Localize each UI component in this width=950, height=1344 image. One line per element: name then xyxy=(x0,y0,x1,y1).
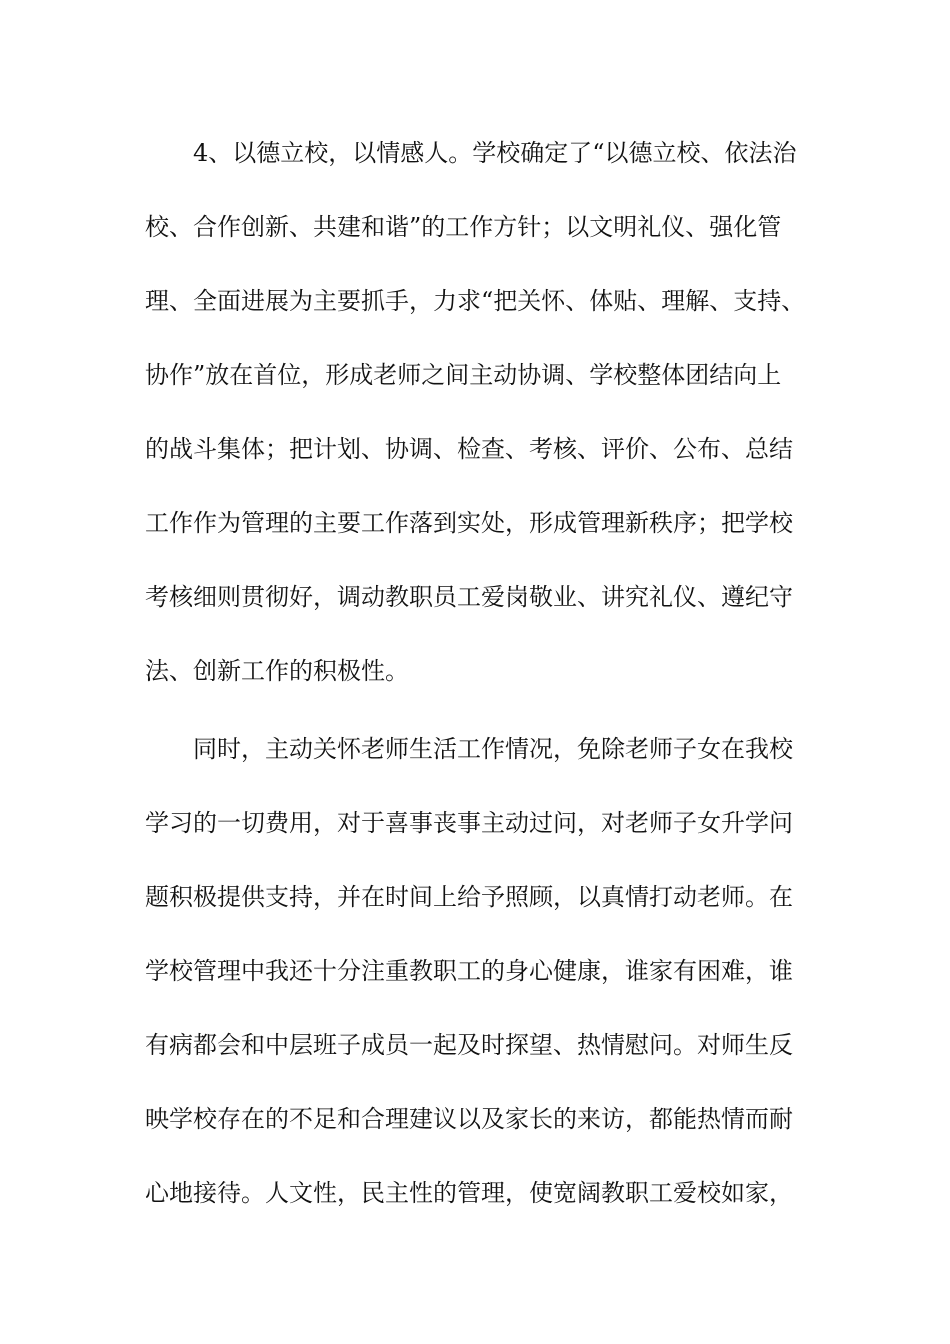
paragraph-1-line-3: 理、全面进展为主要抓手，力求“把关怀、体贴、理解、支持、 xyxy=(145,287,806,315)
paragraph-2-line-6: 映学校存在的不足和合理建议以及家长的来访，都能热情而耐 xyxy=(145,1105,793,1133)
paragraph-2-line-4: 学校管理中我还十分注重教职工的身心健康，谁家有困难，谁 xyxy=(145,957,793,985)
paragraph-1-line-6: 工作作为管理的主要工作落到实处，形成管理新秩序；把学校 xyxy=(145,509,793,537)
paragraph-2-line-1: 同时，主动关怀老师生活工作情况，免除老师子女在我校 xyxy=(193,735,793,763)
paragraph-1-line-7: 考核细则贯彻好，调动教职员工爱岗敬业、讲究礼仪、遵纪守 xyxy=(145,583,793,611)
paragraph-2-line-2: 学习的一切费用，对于喜事丧事主动过问，对老师子女升学问 xyxy=(145,809,793,837)
paragraph-2-line-3: 题积极提供支持，并在时间上给予照顾，以真情打动老师。在 xyxy=(145,883,793,911)
paragraph-1-line-5: 的战斗集体；把计划、协调、检查、考核、评价、公布、总结 xyxy=(145,435,793,463)
paragraph-1-line-1: 4、以德立校，以情感人。学校确定了“以德立校、依法治 xyxy=(193,139,797,167)
paragraph-2-line-5: 有病都会和中层班子成员一起及时探望、热情慰问。对师生反 xyxy=(145,1031,793,1059)
paragraph-1-line-2: 校、合作创新、共建和谐”的工作方针；以文明礼仪、强化管 xyxy=(145,213,782,241)
paragraph-1-line-4: 协作”放在首位，形成老师之间主动协调、学校整体团结向上 xyxy=(145,361,782,389)
paragraph-1-line-8: 法、创新工作的积极性。 xyxy=(145,657,409,685)
paragraph-2-line-7: 心地接待。人文性，民主性的管理，使宽阔教职工爱校如家， xyxy=(145,1179,793,1207)
